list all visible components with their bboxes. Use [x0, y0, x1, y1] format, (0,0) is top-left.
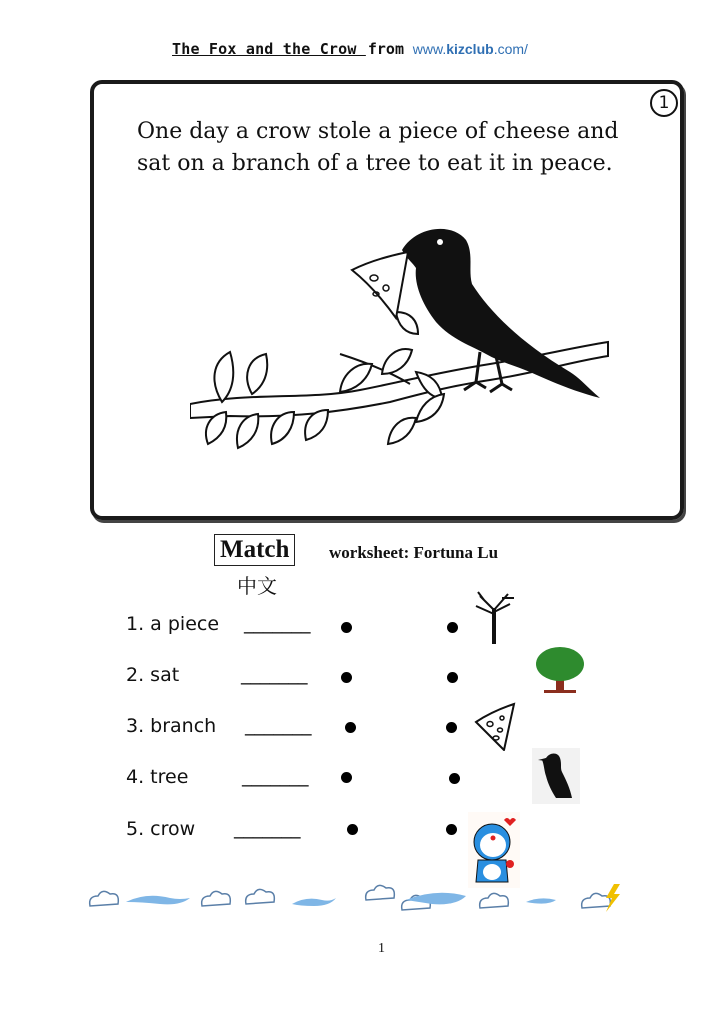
match-item-1-label: 1. a piece: [126, 613, 220, 635]
doraemon-belly: [483, 864, 501, 880]
leaf: [247, 354, 267, 394]
leaf: [396, 312, 418, 334]
match-picture-3-dot[interactable]: [446, 722, 457, 733]
match-item-4-label: 4. tree: [126, 766, 189, 788]
match-item-1-left-dot[interactable]: [341, 622, 352, 633]
bare-branch-twigs: [476, 592, 514, 614]
cloud-icon: [366, 885, 395, 900]
leaf: [214, 352, 233, 402]
story-title: The Fox and the Crow: [172, 40, 366, 58]
match-item-2-left-dot[interactable]: [341, 672, 352, 683]
match-item-3-blank[interactable]: _______: [245, 714, 312, 736]
crow-picture: [532, 748, 580, 804]
match-picture-5-dot[interactable]: [446, 824, 457, 835]
doraemon-nose: [491, 836, 496, 841]
cloud-icon: [480, 893, 509, 908]
footer-page-number: 1: [378, 941, 385, 956]
leaf: [237, 414, 258, 448]
tree-picture: [534, 646, 586, 694]
match-item-4-blank[interactable]: _______: [242, 765, 309, 787]
story-line-1: One day a crow stole a piece of cheese and: [137, 119, 619, 144]
match-item-2-label: 2. sat: [126, 664, 180, 686]
from-text: from: [367, 40, 404, 58]
match-picture-2-dot[interactable]: [447, 672, 458, 683]
cloud-streak: [126, 896, 190, 905]
site-prefix: www.: [412, 41, 447, 57]
lightning-icon: [606, 884, 620, 912]
cloud-icon: [202, 891, 231, 906]
doraemon-hand: [506, 860, 514, 868]
leaf: [416, 394, 444, 422]
worksheet-header: [172, 40, 528, 58]
crow-eye: [437, 239, 443, 245]
site-brand: kizclub: [446, 41, 494, 57]
cloud-border-decoration: [86, 880, 646, 920]
story-page-number: 1: [650, 89, 678, 117]
leaf: [382, 349, 412, 374]
story-text: [137, 116, 657, 180]
site-suffix: .com/: [493, 41, 528, 57]
story-line-2: sat on a branch of a tree to eat it in peace.: [137, 151, 613, 176]
cloud-icon: [246, 889, 275, 904]
cloud-icon: [582, 893, 611, 908]
match-item-1-blank[interactable]: _______: [244, 612, 311, 634]
cloud-streak: [526, 898, 556, 903]
match-item-3-left-dot[interactable]: [345, 722, 356, 733]
worksheet-credit: worksheet: Fortuna Lu: [329, 543, 499, 562]
match-picture-1-dot[interactable]: [447, 622, 458, 633]
cheese-in-beak: [352, 252, 408, 318]
cloud-streak: [292, 898, 336, 906]
site-link[interactable]: [413, 41, 528, 57]
branch-picture: [470, 590, 518, 646]
match-item-2-blank[interactable]: _______: [241, 663, 308, 685]
match-item-5-blank[interactable]: _______: [234, 817, 301, 839]
leaf: [388, 418, 416, 444]
cheese-picture: [472, 700, 518, 752]
cloud-icon: [90, 891, 119, 906]
match-item-5-left-dot[interactable]: [347, 824, 358, 835]
match-item-3-label: 3. branch: [126, 715, 217, 737]
tree-ground: [544, 690, 576, 693]
doraemon-picture: [468, 812, 520, 888]
match-title: Match: [214, 534, 295, 566]
cheese-wedge: [476, 704, 514, 750]
match-picture-4-dot[interactable]: [449, 773, 460, 784]
match-item-5-label: 5. crow: [126, 818, 196, 840]
crow-on-branch-illustration: [190, 222, 610, 462]
tree-crown: [536, 647, 584, 681]
match-item-4-left-dot[interactable]: [341, 772, 352, 783]
chinese-label: 中文: [237, 574, 277, 598]
